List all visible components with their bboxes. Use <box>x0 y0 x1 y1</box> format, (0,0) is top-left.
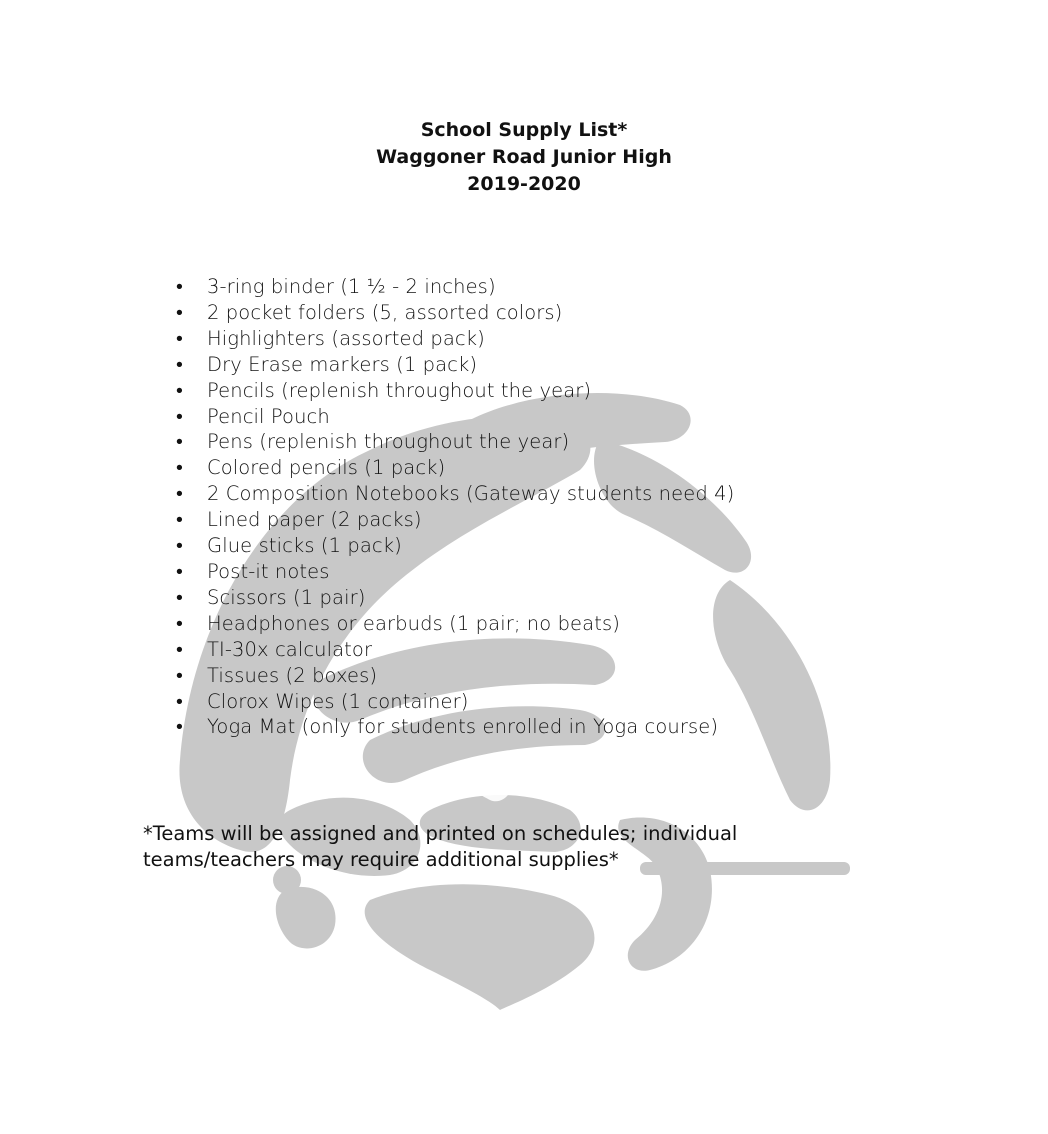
bullet-icon: • <box>176 456 183 480</box>
bullet-icon: • <box>176 611 183 635</box>
bullet-icon: • <box>176 404 183 428</box>
list-item <box>176 663 734 689</box>
bullet-icon: • <box>176 689 183 713</box>
list-item-text: Pens (replenish throughout the year) <box>207 430 570 454</box>
list-item-text: Highlighters (assorted pack) <box>207 326 485 350</box>
list-item-text: Colored pencils (1 pack) <box>207 456 446 480</box>
list-item <box>176 300 734 326</box>
list-item-text: Pencil Pouch <box>207 404 330 428</box>
list-item <box>176 326 734 352</box>
list-item-text: Clorox Wipes (1 container) <box>207 689 469 713</box>
bullet-icon: • <box>176 275 183 298</box>
bullet-icon: • <box>176 534 183 558</box>
list-item <box>176 611 734 637</box>
bullet-icon: • <box>176 663 183 687</box>
footnote-line-2: teams/teachers may require additional supplies* <box>143 848 619 871</box>
list-item-text: Lined paper (2 packs) <box>207 508 422 532</box>
bullet-icon: • <box>176 430 183 454</box>
bullet-icon: • <box>176 585 183 609</box>
list-item-text: 3-ring binder (1 ½ - 2 inches) <box>207 275 496 298</box>
bullet-icon: • <box>176 378 183 402</box>
bullet-icon: • <box>176 508 183 532</box>
list-item <box>176 404 734 430</box>
school-year: 2019-2020 <box>467 173 581 195</box>
document-header <box>0 117 1048 198</box>
list-item <box>176 714 734 740</box>
list-item-text: 2 pocket folders (5, assorted colors) <box>207 300 563 324</box>
list-item <box>176 637 734 663</box>
list-item-text: Glue sticks (1 pack) <box>207 534 402 558</box>
bullet-icon: • <box>176 300 183 324</box>
list-item-text: Tissues (2 boxes) <box>207 663 378 687</box>
list-item <box>176 585 734 611</box>
list-item-text: TI-30x calculator <box>207 637 373 661</box>
list-item <box>176 559 734 585</box>
footnote <box>143 821 843 873</box>
list-item <box>176 507 734 533</box>
list-item <box>176 429 734 455</box>
list-item <box>176 689 734 715</box>
list-item <box>176 533 734 559</box>
supply-list <box>176 274 734 740</box>
list-item <box>176 378 734 404</box>
list-item <box>176 274 734 300</box>
list-item-text: Pencils (replenish throughout the year) <box>207 378 592 402</box>
school-name: Waggoner Road Junior High <box>376 146 672 168</box>
bullet-icon: • <box>176 352 183 376</box>
list-item <box>176 455 734 481</box>
list-item <box>176 352 734 378</box>
document-title: School Supply List* <box>420 119 628 141</box>
bullet-icon: • <box>176 326 183 350</box>
list-item-text: Dry Erase markers (1 pack) <box>207 352 478 376</box>
list-item-text: 2 Composition Notebooks (Gateway students need 4) <box>207 482 735 506</box>
list-item-text: Post-it notes <box>207 559 330 583</box>
list-item-text: Yoga Mat (only for students enrolled in Yoga course) <box>207 715 719 739</box>
bullet-icon: • <box>176 559 183 583</box>
bullet-icon: • <box>176 482 183 506</box>
bullet-icon: • <box>176 715 183 739</box>
footnote-line-1: *Teams will be assigned and printed on schedules; individual <box>143 822 738 845</box>
bullet-icon: • <box>176 637 183 661</box>
list-item <box>176 481 734 507</box>
list-item-text: Scissors (1 pair) <box>207 585 366 609</box>
list-item-text: Headphones or earbuds (1 pair; no beats) <box>207 611 620 635</box>
